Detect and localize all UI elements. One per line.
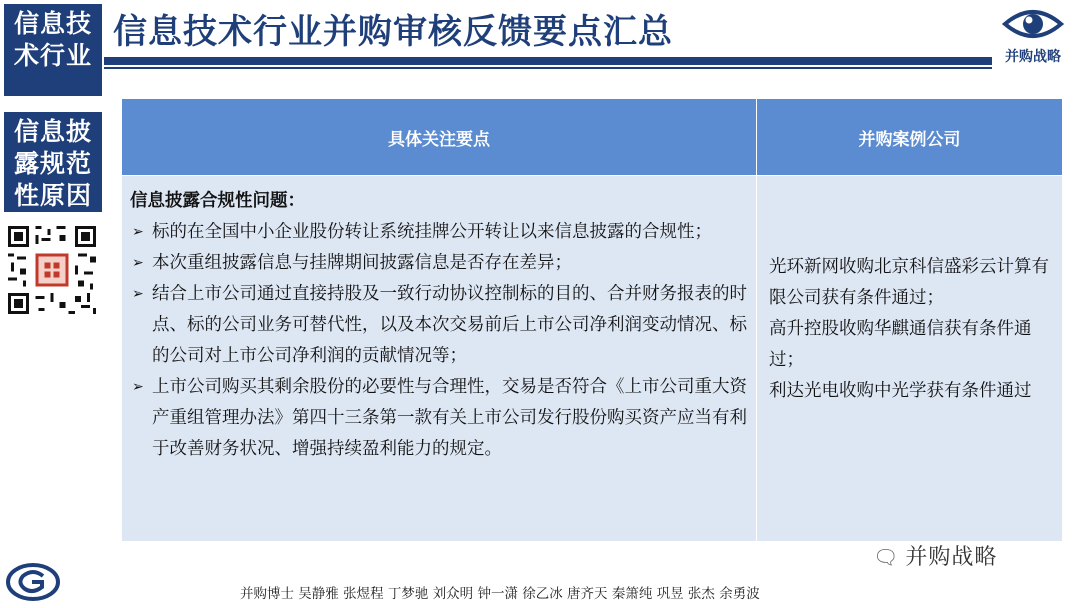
industry-tag-line1: 信息技 <box>13 9 92 38</box>
content-table <box>121 98 1063 542</box>
table-row <box>122 176 1063 542</box>
point-text: 结合上市公司通过直接持股及一致行动协议控制标的目的、合并财务报表的时点、标的公司业务可替代性，以及本次交易前后上市公司净利润变动情况、标的公司对上市公司净利润的贡献情况等； <box>152 284 747 366</box>
eye-icon <box>1002 6 1064 42</box>
list-item <box>130 279 750 372</box>
footer-logo-icon <box>6 563 60 601</box>
title-divider <box>104 57 992 65</box>
header-points: 具体关注要点 <box>122 99 757 176</box>
brand-logo <box>996 6 1070 66</box>
arrow-bullet-icon: ➢ <box>132 255 144 271</box>
case-item: 利达光电收购中光学获有条件通过 <box>769 381 1032 401</box>
qr-code <box>8 226 96 314</box>
points-cell <box>122 176 757 542</box>
point-text: 上市公司购买其剩余股份的必要性与合理性，交易是否符合《上市公司重大资产重组管理办法》第四十三条第一款有关上市公司发行股份购买资产应当有利于改善财务状况、增强持续盈利能力的规定。 <box>152 377 747 459</box>
point-text: 本次重组披露信息与挂牌期间披露信息是否存在差异； <box>152 253 572 273</box>
brand-name: 并购战略 <box>1005 49 1061 65</box>
industry-tag <box>4 4 102 96</box>
authors: 并购博士 吴静雅 张煜程 丁梦驰 刘众明 钟一潇 徐乙冰 唐齐天 秦箫纯 巩昱 张杰 余勇波 <box>240 586 760 602</box>
category-tag-line1: 信息披 <box>13 117 92 146</box>
case-item: 高升控股收购华麒通信获有条件通过； <box>769 319 1032 370</box>
title-divider-thin <box>104 67 992 69</box>
watermark <box>873 540 997 571</box>
category-tag-line3: 性原因 <box>13 181 92 210</box>
arrow-bullet-icon: ➢ <box>132 379 144 395</box>
watermark-text: 并购战略 <box>905 545 998 570</box>
points-list <box>130 217 750 465</box>
list-item <box>130 248 750 279</box>
points-heading: 信息披露合规性问题： <box>130 191 305 211</box>
page-title: 信息技术行业并购审核反馈要点汇总 <box>113 12 673 52</box>
table-header-row <box>122 99 1063 176</box>
category-tag <box>4 112 102 212</box>
industry-tag-line2: 术行业 <box>13 41 92 70</box>
arrow-bullet-icon: ➢ <box>132 224 144 240</box>
arrow-bullet-icon: ➢ <box>132 286 144 302</box>
case-item: 光环新网收购北京科信盛彩云计算有限公司获有条件通过； <box>769 257 1049 308</box>
wechat-icon: 🗨 <box>873 545 900 569</box>
list-item <box>130 372 750 465</box>
point-text: 标的在全国中小企业股份转让系统挂牌公开转让以来信息披露的合规性； <box>152 222 712 242</box>
category-tag-line2: 露规范 <box>13 149 92 178</box>
list-item <box>130 217 750 248</box>
header-cases: 并购案例公司 <box>757 99 1063 176</box>
cases-cell <box>757 176 1063 542</box>
